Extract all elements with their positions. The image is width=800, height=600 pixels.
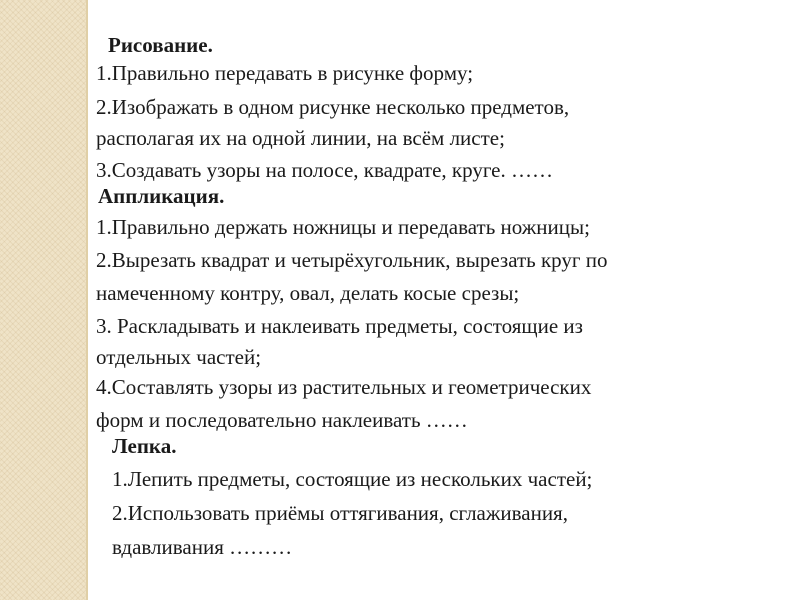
modeling-line-1: 1.Лепить предметы, состоящие из нескольких частей;	[112, 467, 593, 491]
slide-content	[96, 0, 796, 600]
decorative-left-border	[0, 0, 88, 600]
applique-line-7: форм и последовательно наклеивать ……	[96, 408, 468, 432]
drawing-line-3: располагая их на одной линии, на всём листе;	[96, 126, 505, 150]
drawing-line-4: 3.Создавать узоры на полосе, квадрате, круге. ……	[96, 158, 554, 182]
applique-line-1: 1.Правильно держать ножницы и передавать ножницы;	[96, 215, 590, 239]
applique-line-5: отдельных частей;	[96, 345, 262, 369]
drawing-line-2: 2.Изображать в одном рисунке несколько предметов,	[96, 95, 570, 119]
section-heading-drawing: Рисование.	[108, 33, 213, 57]
section-heading-applique: Аппликация.	[98, 184, 225, 208]
drawing-line-1: 1.Правильно передавать в рисунке форму;	[96, 61, 474, 85]
modeling-line-2: 2.Использовать приёмы оттягивания, сглаживания,	[112, 501, 568, 525]
section-heading-modeling: Лепка.	[112, 434, 177, 458]
applique-line-4: 3. Раскладывать и наклеивать предметы, состоящие из	[96, 314, 583, 338]
applique-line-3: намеченному контру, овал, делать косые срезы;	[96, 281, 520, 305]
applique-line-2: 2.Вырезать квадрат и четырёхугольник, вырезать круг по	[96, 248, 608, 272]
modeling-line-3: вдавливания ………	[112, 535, 293, 559]
applique-line-6: 4.Составлять узоры из растительных и геометрических	[96, 375, 592, 399]
